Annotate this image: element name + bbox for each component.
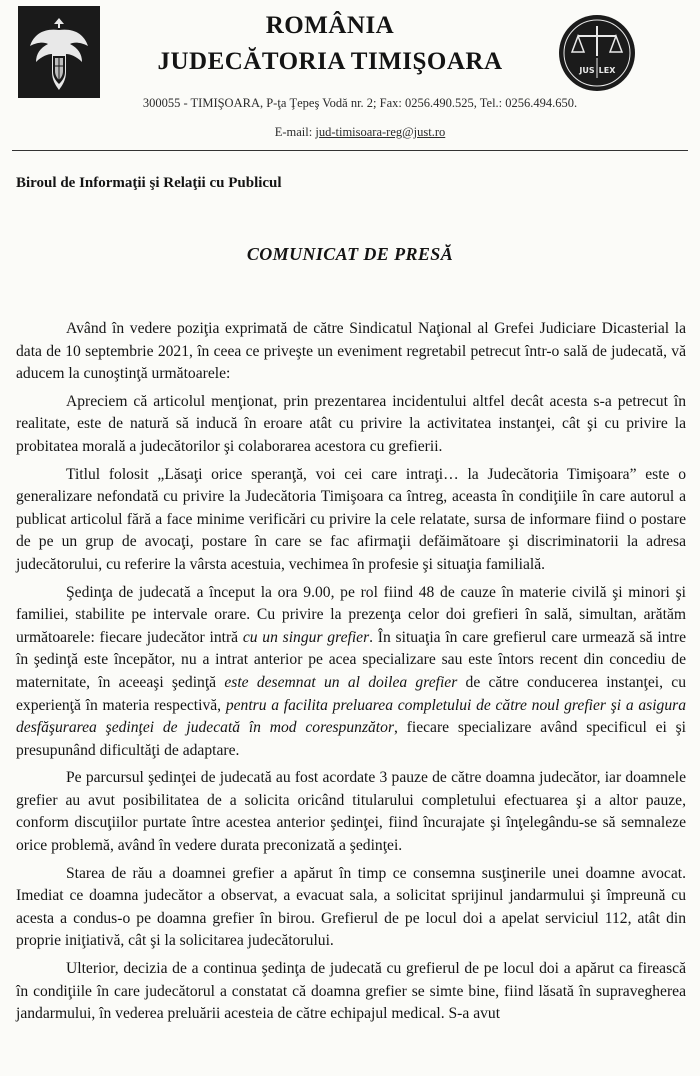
- header-country: ROMÂNIA: [265, 12, 395, 39]
- paragraph-4-italic-purpose: pentru a facilita preluarea completului de către noul grefier şi a asigura desfăşurarea şedinţei de judecată în mod corespunzător: [16, 696, 687, 737]
- paragraph-4-part-e: de către conducerea instanţei, cu experienţă în materia respectivă,: [16, 673, 686, 714]
- header-address: 300055 - TIMIŞOARA, P-ţa Ţepeş Vodă nr. 2; Fax: 0256.490.525, Tel.: 0256.494.650.: [142, 96, 578, 110]
- press-release-body: [16, 318, 686, 1026]
- paragraph-4-italic-second-clerk: este desemnat un al doilea grefier: [224, 673, 458, 691]
- header-divider: [12, 150, 688, 151]
- office-name: Biroul de Informaţii şi Relaţii cu Publicul: [16, 175, 282, 191]
- paragraph-6: Starea de rău a doamnei grefier a apărut în timp ce consemna susţinerile unei doamne avocat. Imediat ce doamna judecător a observat, a evacuat sala, a solicitat sprijinul jandarmului şi împreună cu acesta a condus-o pe doamna grefier în birou. Grefierul de pe locul doi a apelat serviciul 112, atât din proprie iniţiativă, cât şi la solicitarea judecătorului.: [16, 864, 686, 950]
- paragraph-7: Ulterior, decizia de a continua şedinţa de judecată cu grefierul de pe locul doi a apărut ca firească în condiţiile în care judecătorul a constatat că doamna grefier se simte bine, fiind lăsată în supravegherea jandarmului, în vederea preluării acesteia de către echipajul medical. S-a avut: [16, 960, 686, 1023]
- paragraph-5: Pe parcursul şedinţei de judecată au fost acordate 3 pauze de către doamna judecător, iar doamnele grefier au avut posibilitatea de a solicita oricând titularului completului efectuarea şi a altor pauze, conform discuţiilor purtate între acestea anterior şedinţei, fiind încurajate şi înţelegându-se să semnaleze orice problemă, având în vedere durata preconizată a şedinţei.: [16, 769, 686, 855]
- paragraph-3: Titlul folosit „Lăsaţi orice speranţă, voi cei care intraţi… la Judecătoria Timişoara” este o generalizare nefondată cu privire la Judecătoria Timişoara ca întreg, aceasta în condiţiile în care autorul a publicat articolul fără a face minime verificări cu privire la cele relatate, sursa de informare fiind o postare de pe un grup de avocaţi, postare în care se fac afirmaţii defăimătoare şi discriminatorii la adresa judecătorului, cu referire la vârsta acestuia, vechimea în profesie şi situaţia familială.: [16, 465, 686, 573]
- paragraph-2: Apreciem că articolul menţionat, prin prezentarea incidentului altfel decât acesta s-a petrecut în realitate, este de natură să inducă în eroare atât cu privire la activitatea instanţei, cât şi cu privire la probitatea morală a judecătorilor şi colaborarea acestora cu grefierii.: [16, 392, 686, 455]
- paragraph-4-part-c: . În situaţia în care grefierul care urmează să intre în şedinţă este începător, nu a intrat anterior pe acea specializare sau este întors recent din concediu de maternitate, în aceeaşi şedinţă: [16, 628, 686, 691]
- paragraph-4: [16, 582, 686, 763]
- email-link[interactable]: jud-timisoara-reg@just.ro: [315, 125, 446, 139]
- jus-lex-seal-icon: [556, 12, 638, 94]
- paragraph-4-part-g: , fiecare specializare având specificul ei şi presupunând dificultăţi de adaptare.: [16, 719, 687, 759]
- romania-coat-of-arms-icon: [18, 6, 100, 98]
- document-title: COMUNICAT DE PRESĂ: [246, 244, 454, 264]
- header-court-name: JUDECĂTORIA TIMIŞOARA: [157, 48, 503, 75]
- header-email-line: [100, 125, 620, 140]
- seal-text-jus: JUS: [579, 66, 595, 75]
- email-label: E-mail:: [274, 125, 316, 139]
- seal-text-lex: LEX: [598, 66, 616, 75]
- paragraph-4-italic-single-clerk: cu un singur grefier: [242, 628, 370, 646]
- paragraph-1: Având în vedere poziţia exprimată de către Sindicatul Naţional al Grefei Judiciare Dicasterial la data de 10 septembrie 2021, în ceea ce priveşte un eveniment regretabil petrecut într-o sală de judecată, vă aducem la cunoştinţă următoarele:: [16, 320, 686, 383]
- paragraph-4-part-a: Şedinţa de judecată a început la ora 9.00, pe rol fiind 48 de cauze în materie civilă şi minori şi familiei, stabilite pe intervale orare. Cu privire la prezenţa celor doi grefieri în sală, simultan, arătăm următoarele: fiecare judecător intră: [16, 583, 686, 646]
